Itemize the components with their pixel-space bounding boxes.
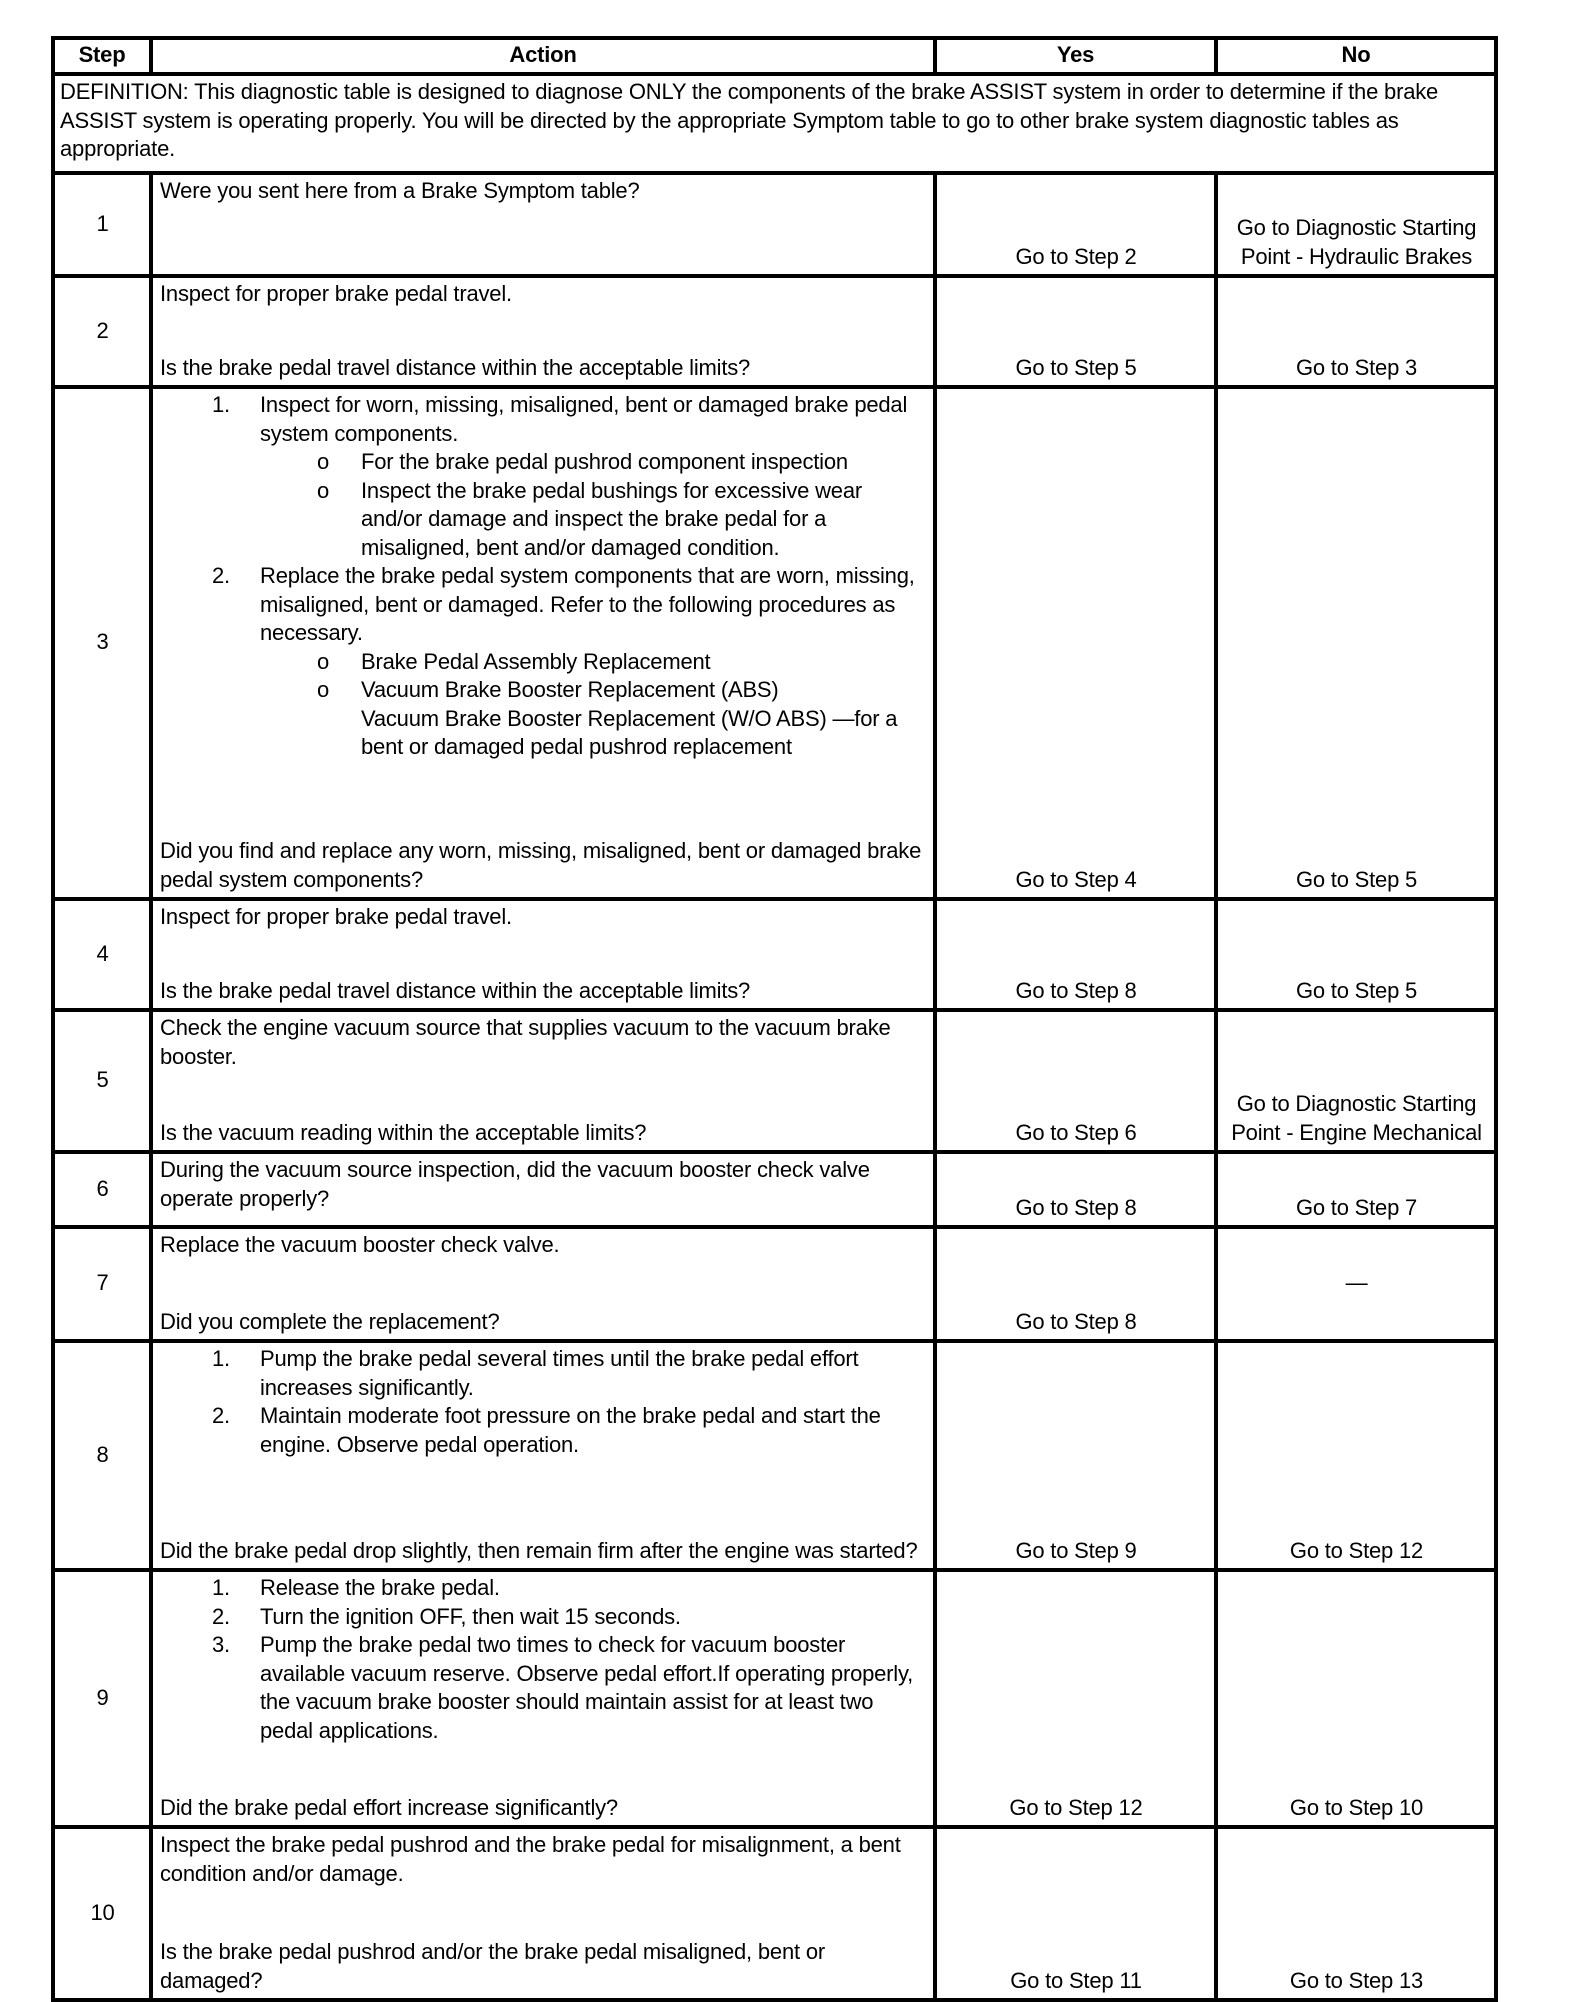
list-item-text: Maintain moderate foot pressure on the brake pedal and start the engine. Observe pedal operation.: [260, 1403, 881, 1457]
sub-list-text: Brake Pedal Assembly Replacement: [361, 648, 711, 674]
bullet-icon: o: [317, 449, 330, 474]
action-content: [153, 1343, 933, 1568]
numbered-list: [160, 1345, 927, 1459]
yes-result: Go to Step 8: [935, 1227, 1216, 1341]
no-result: Go to Step 7: [1216, 1152, 1496, 1227]
header-action: Action: [151, 38, 935, 74]
definition-row: [53, 74, 1496, 173]
sub-list-item: [260, 477, 927, 563]
no-result: Go to Diagnostic Starting Point - Engine Mechanical: [1216, 1010, 1496, 1152]
sub-list-item: [260, 648, 927, 677]
action-instructions: [160, 391, 927, 762]
list-item: [160, 1631, 927, 1745]
list-item: [160, 562, 927, 762]
list-item: [160, 1402, 927, 1459]
list-item-text: Inspect for worn, missing, misaligned, bent or damaged brake pedal system components.: [260, 392, 908, 446]
step-number: 4: [53, 899, 151, 1010]
action-cell: [151, 1570, 935, 1827]
action-cell: [151, 1152, 935, 1227]
no-result: Go to Step 5: [1216, 387, 1496, 899]
list-item: [160, 391, 927, 562]
table-row: [53, 1827, 1496, 2000]
bullet-icon: o: [317, 677, 330, 702]
list-number: 2.: [212, 1403, 230, 1428]
definition-text: DEFINITION: This diagnostic table is designed to diagnose ONLY the components of the brake ASSIST system in order to determine if the brake ASSIST system is operating properly. You will be directed by the appropriate Symptom table to go to other brake system diagnostic tables as appropriate.: [53, 74, 1496, 173]
sub-list-item: [260, 448, 927, 477]
action-content: [153, 1229, 933, 1339]
list-item-text: Pump the brake pedal several times until the brake pedal effort increases significantly.: [260, 1346, 859, 1400]
list-item-body: [260, 391, 927, 562]
sub-list-continuation: Vacuum Brake Booster Replacement (W/O ABS) —for a bent or damaged pedal pushrod replacement: [361, 705, 898, 759]
bullet-icon: o: [317, 648, 330, 674]
action-question: Is the vacuum reading within the acceptable limits?: [160, 1119, 647, 1145]
sub-list: [260, 448, 927, 562]
list-number: 2.: [212, 563, 230, 588]
action-question: Did the brake pedal drop slightly, then remain firm after the engine was started?: [160, 1537, 918, 1563]
action-content: [153, 278, 933, 385]
action-text: Inspect the brake pedal pushrod and the brake pedal for misalignment, a bent condition and/or damage.: [160, 1832, 901, 1886]
action-question: Did you complete the replacement?: [160, 1308, 500, 1334]
sub-list-text: Vacuum Brake Booster Replacement (ABS): [361, 677, 779, 702]
action-content: [153, 901, 933, 1008]
list-number: 1.: [212, 392, 230, 417]
list-item-body: [260, 1574, 500, 1603]
step-number: 2: [53, 276, 151, 387]
action-content: [153, 389, 933, 897]
action-cell: [151, 1827, 935, 2000]
action-instructions: [160, 1345, 927, 1459]
yes-result: Go to Step 11: [935, 1827, 1216, 2000]
table-row: [53, 276, 1496, 387]
action-text: Replace the vacuum booster check valve.: [160, 1232, 560, 1257]
bullet-icon: o: [317, 477, 330, 503]
header-row: [53, 38, 1496, 74]
step-number: 3: [53, 387, 151, 899]
step-number: 9: [53, 1570, 151, 1827]
step-number: 7: [53, 1227, 151, 1341]
action-question: Is the brake pedal travel distance within the acceptable limits?: [160, 977, 751, 1003]
numbered-list: [160, 1574, 927, 1745]
diagnostic-table: [51, 36, 1498, 2002]
no-result: Go to Step 13: [1216, 1827, 1496, 2000]
action-content: [153, 175, 933, 274]
sub-list-text: Inspect the brake pedal bushings for excessive wear and/or damage and inspect the brake pedal for a misaligned, bent and/or damaged condition.: [361, 477, 862, 560]
action-content: [153, 1572, 933, 1825]
action-instructions: [160, 903, 927, 932]
action-cell: [151, 1010, 935, 1152]
list-item-text: Turn the ignition OFF, then wait 15 seconds.: [260, 1603, 681, 1629]
list-number: 3.: [212, 1632, 230, 1657]
table-row: [53, 1010, 1496, 1152]
no-result: —: [1216, 1227, 1496, 1341]
numbered-list: [160, 391, 927, 762]
table-row: [53, 1570, 1496, 1827]
no-result: Go to Step 12: [1216, 1341, 1496, 1570]
table-row: [53, 899, 1496, 1010]
step-number: 10: [53, 1827, 151, 2000]
action-text: Inspect for proper brake pedal travel.: [160, 904, 512, 929]
no-result: Go to Diagnostic Starting Point - Hydraulic Brakes: [1216, 173, 1496, 276]
table-row: [53, 173, 1496, 276]
yes-result: Go to Step 2: [935, 173, 1216, 276]
action-instructions: [160, 1574, 927, 1745]
step-number: 8: [53, 1341, 151, 1570]
sub-list: [260, 648, 927, 705]
list-item-text: Replace the brake pedal system components that are worn, missing, misaligned, bent or damaged. Refer to the following procedures as necessary.: [260, 563, 915, 645]
action-cell: [151, 387, 935, 899]
action-cell: [151, 276, 935, 387]
header-step: Step: [53, 38, 151, 74]
action-question: Did the brake pedal effort increase significantly?: [160, 1794, 618, 1820]
step-number: 6: [53, 1152, 151, 1227]
yes-result: Go to Step 8: [935, 1152, 1216, 1227]
action-instructions: [160, 280, 927, 309]
action-instructions: [160, 1831, 927, 1888]
action-text: Inspect for proper brake pedal travel.: [160, 281, 512, 306]
yes-result: Go to Step 12: [935, 1570, 1216, 1827]
action-text: Were you sent here from a Brake Symptom table?: [160, 178, 640, 203]
list-item-body: [260, 1345, 927, 1402]
list-item: [160, 1603, 927, 1632]
list-number: 1.: [212, 1346, 230, 1371]
list-item: [160, 1574, 927, 1603]
step-number: 5: [53, 1010, 151, 1152]
action-content: [153, 1154, 933, 1225]
yes-result: Go to Step 4: [935, 387, 1216, 899]
action-instructions: [160, 1014, 927, 1071]
list-item-body: [260, 562, 927, 762]
action-cell: [151, 1341, 935, 1570]
list-item-text: Release the brake pedal.: [260, 1575, 500, 1600]
table-row: [53, 1341, 1496, 1570]
no-result: Go to Step 3: [1216, 276, 1496, 387]
yes-result: Go to Step 5: [935, 276, 1216, 387]
action-question: Did you find and replace any worn, missing, misaligned, bent or damaged brake pedal system components?: [160, 838, 922, 892]
list-item-text: Pump the brake pedal two times to check for vacuum booster available vacuum reserve. Observe pedal effort.If operating properly, the vacuum brake booster should maintain assist for at least two pedal applications.: [260, 1632, 914, 1743]
no-result: Go to Step 5: [1216, 899, 1496, 1010]
action-text: During the vacuum source inspection, did the vacuum booster check valve operate properly?: [160, 1157, 870, 1211]
table-row: [53, 1152, 1496, 1227]
header-no: No: [1216, 38, 1496, 74]
action-cell: [151, 899, 935, 1010]
action-text: Check the engine vacuum source that supplies vacuum to the vacuum brake booster.: [160, 1015, 891, 1069]
action-instructions: [160, 177, 927, 206]
action-content: [153, 1829, 933, 1998]
yes-result: Go to Step 9: [935, 1341, 1216, 1570]
action-question: Is the brake pedal pushrod and/or the brake pedal misaligned, bent or damaged?: [160, 1939, 825, 1993]
no-result: Go to Step 10: [1216, 1570, 1496, 1827]
action-content: [153, 1012, 933, 1150]
list-item-body: [260, 1603, 681, 1632]
yes-result: Go to Step 8: [935, 899, 1216, 1010]
action-instructions: [160, 1231, 927, 1260]
action-cell: [151, 1227, 935, 1341]
action-question: Is the brake pedal travel distance within the acceptable limits?: [160, 354, 751, 380]
list-item: [160, 1345, 927, 1402]
action-instructions: [160, 1156, 927, 1213]
table-row: [53, 1227, 1496, 1341]
header-yes: Yes: [935, 38, 1216, 74]
table-row: [53, 387, 1496, 899]
action-cell: [151, 173, 935, 276]
sub-list-text: For the brake pedal pushrod component inspection: [361, 449, 848, 474]
list-item-body: [260, 1631, 927, 1745]
yes-result: Go to Step 6: [935, 1010, 1216, 1152]
sub-list-item: [260, 676, 927, 705]
list-number: 1.: [212, 1575, 230, 1600]
list-item-body: [260, 1402, 927, 1459]
step-number: 1: [53, 173, 151, 276]
list-number: 2.: [212, 1603, 230, 1629]
